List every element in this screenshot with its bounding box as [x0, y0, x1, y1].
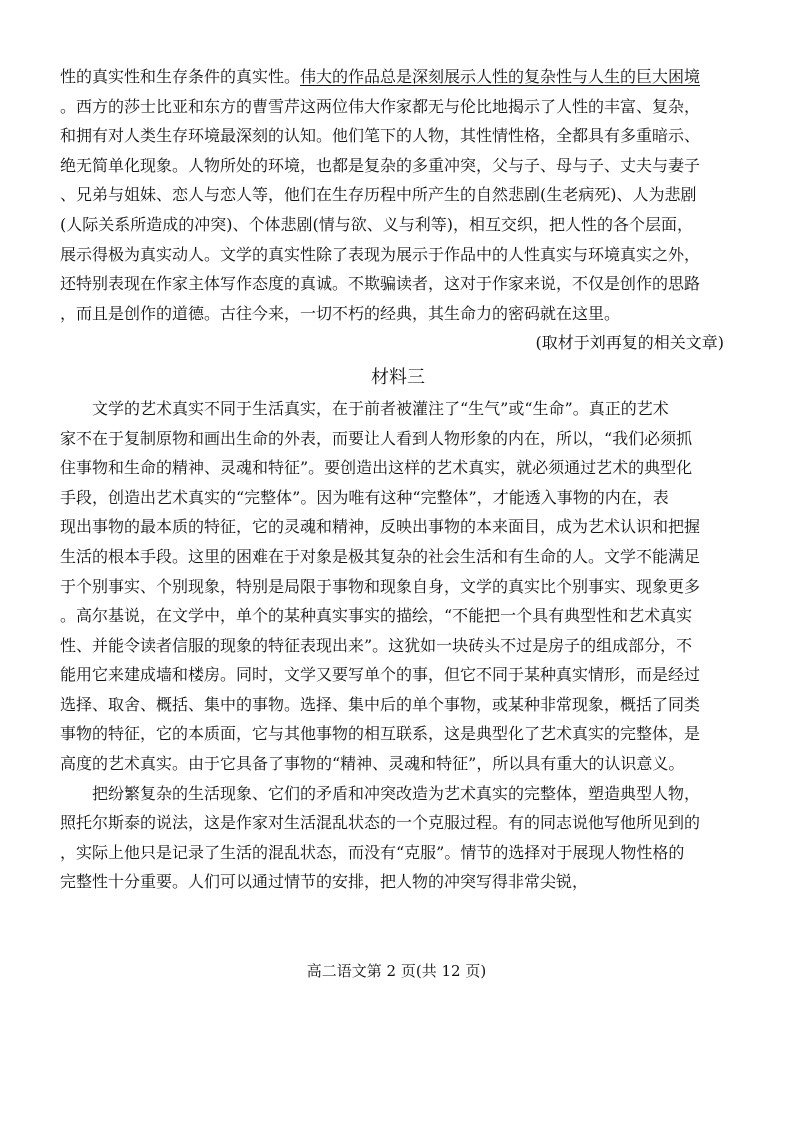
paragraph-line: 选择、取舍、概括、集中的事物。选择、集中后的单个事物，或某种非常现象，概括了同类	[60, 694, 701, 714]
paragraph-line: 事物的特征，它的本质面，它与其他事物的相互联系，这是典型化了艺术真实的完整体，是	[60, 724, 701, 744]
paragraph-line: 把纷繁复杂的生活现象、它们的矛盾和冲突改造为艺术真实的完整体，塑造典型人物，	[92, 783, 701, 803]
text-line: (人际关系所造成的冲突)、个体悲剧(情与欲、义与利等)，相互交织，把人性的各个层面，	[60, 214, 693, 234]
paragraph-line: 于个别事实、个别现象，特别是局限于事物和现象自身，文学的真实比个别事实、现象更多	[60, 576, 701, 596]
paragraph-line: 家不在于复制原物和画出生命的外表，而要让人看到人物形象的内在，所以，“我们必须抓	[60, 428, 693, 448]
paragraph-line: 文学的艺术真实不同于生活真实，在于前者被灌注了“生气”或“生命”。真正的艺术	[92, 398, 669, 418]
paragraph-line: ，实际上他只是记录了生活的混乱状态，而没有“克服”。情节的选择对于展现人物性格的	[60, 842, 685, 862]
text-line: ，而且是创作的道德。古往今来，一切不朽的经典，其生命力的密码就在这里。	[60, 303, 621, 323]
paragraph-line: 性、并能令读者信服的现象的特征表现出来”。这犹如一块砖头不过是房子的组成部分，不	[60, 635, 693, 655]
source-citation: (取材于刘再复的相关文章)	[535, 333, 724, 353]
paragraph-line: 照托尔斯泰的说法，这是作家对生活混乱状态的一个克服过程。有的同志说他写他所见到的	[60, 813, 701, 833]
section-heading: 材料三	[371, 366, 425, 388]
paragraph-line: 。高尔基说，在文学中，单个的某种真实事实的描绘，“不能把一个具有典型性和艺术真实	[60, 606, 693, 626]
paragraph-line: 能用它来建成墙和楼房。同时，文学又要写单个的事，但它不同于某种真实情形，而是经过	[60, 665, 701, 685]
text-line: 展示得极为真实动人。文学的真实性除了表现为展示于作品中的人性真实与环境真实之外，	[60, 244, 701, 264]
paragraph-line: 手段，创造出艺术真实的“完整体”。因为唯有这种“完整体”，才能透入事物的内在，表	[60, 487, 669, 507]
text-line: 。西方的莎士比亚和东方的曹雪芹这两位伟大作家都无与伦比地揭示了人性的丰富、复杂，	[60, 96, 701, 116]
document-body	[60, 62, 736, 897]
text-line-1	[60, 62, 736, 92]
underlined-sentence: 伟大的作品总是深刻展示人性的复杂性与人生的巨大困境	[300, 67, 701, 86]
text-line: 和拥有对人类生存环境最深刻的认知。他们笔下的人物，其性情性格，全都具有多重暗示、	[60, 126, 701, 146]
paragraph-line: 完整性十分重要。人们可以通过情节的安排，把人物的冲突写得非常尖锐，	[60, 872, 589, 892]
page-footer: 高二语文第 2 页(共 12 页)	[306, 962, 487, 980]
text-line: 绝无简单化现象。人物所处的环境，也都是复杂的多重冲突，父与子、母与子、丈夫与妻子	[60, 155, 701, 175]
paragraph-line: 高度的艺术真实。由于它具备了事物的“精神、灵魂和特征”，所以具有重大的认识意义。	[60, 754, 685, 774]
paragraph-line: 生活的根本手段。这里的困难在于对象是极其复杂的社会生活和有生命的人。文学不能满足	[60, 546, 701, 566]
text-line: 还特别表现在作家主体写作态度的真诚。不欺骗读者，这对于作家来说，不仅是创作的思路	[60, 274, 701, 294]
text-segment: 性的真实性和生存条件的真实性。	[60, 67, 301, 86]
paragraph-line: 住事物和生命的精神、灵魂和特征”。要创造出这样的艺术真实，就必须通过艺术的典型化	[60, 458, 693, 478]
paragraph-line: 现出事物的最本质的特征，它的灵魂和精神，反映出事物的本来面目，成为艺术认识和把握	[60, 517, 701, 537]
text-line: 、兄弟与姐妹、恋人与恋人等，他们在生存历程中所产生的自然悲剧(生老病死)、人为悲剧	[60, 185, 697, 205]
